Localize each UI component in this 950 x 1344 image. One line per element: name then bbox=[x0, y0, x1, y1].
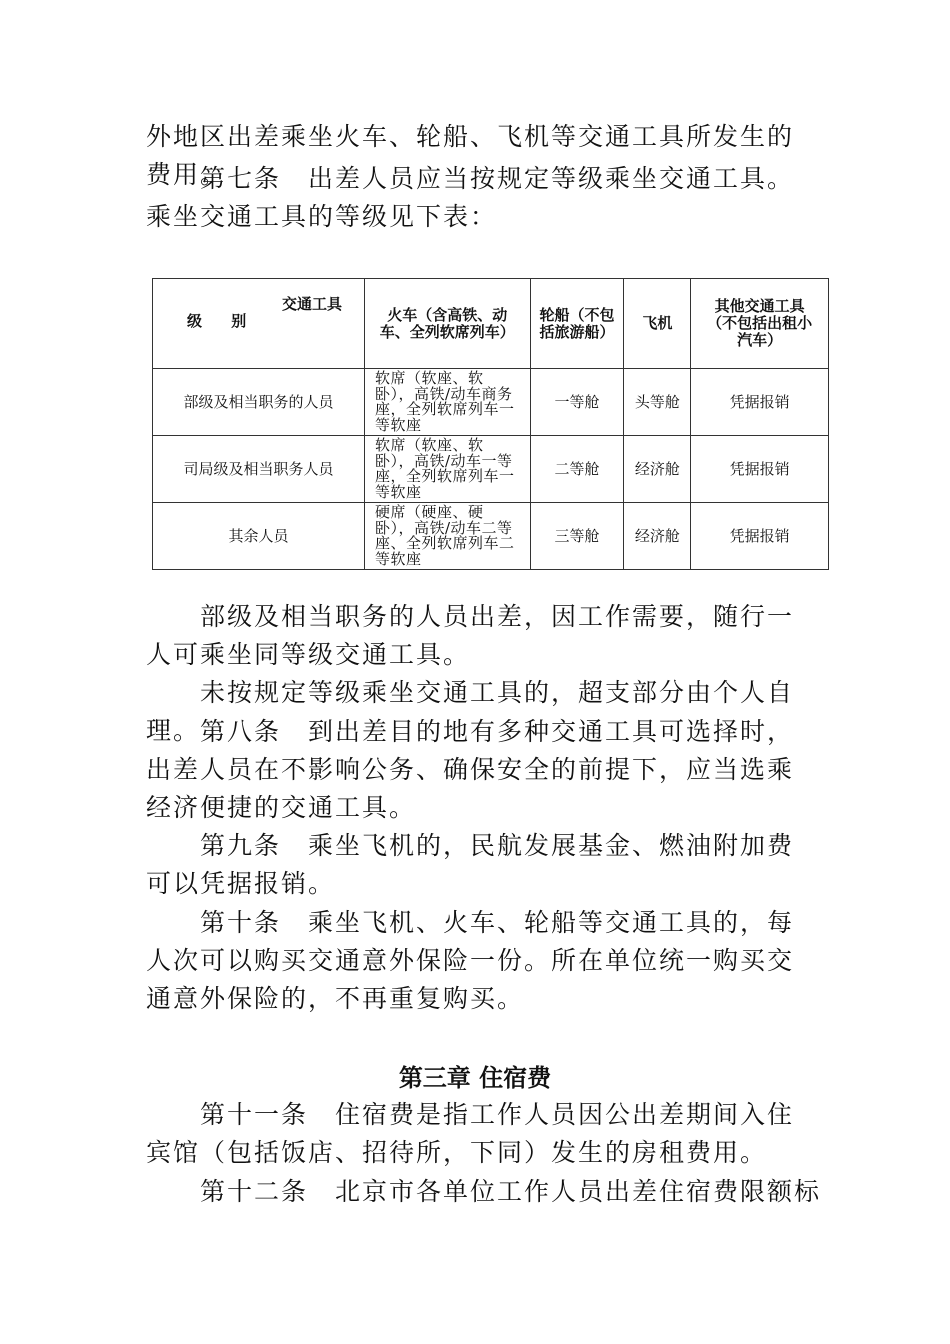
cell-level: 其余人员 bbox=[153, 503, 365, 570]
corner-label-level: 级 别 bbox=[187, 312, 259, 330]
cell-train: 硬席（硬座、硬卧），高铁/动车二等座、全列软席列车二等软座 bbox=[365, 503, 531, 570]
table-corner-cell bbox=[153, 279, 365, 369]
header-ship: 轮船（不包括旅游船） bbox=[530, 279, 624, 369]
table-row bbox=[153, 503, 829, 570]
paragraph-overspend: 未按规定等级乘坐交通工具的，超支部分由个人自理。 bbox=[146, 678, 795, 745]
table-header-row bbox=[153, 279, 829, 369]
cell-plane: 经济舱 bbox=[624, 503, 691, 570]
cell-ship: 三等舱 bbox=[530, 503, 624, 570]
table-row bbox=[153, 369, 829, 436]
header-other: 其他交通工具（不包括出租小汽车） bbox=[691, 279, 829, 369]
paragraph-accompany: 部级及相当职务的人员出差，因工作需要，随行一人可乘坐同等级交通工具。 bbox=[146, 602, 795, 669]
paragraph-article-9: 第九条 乘坐飞机的，民航发展基金、燃油附加费可以凭据报销。 bbox=[146, 831, 795, 898]
transport-class-table bbox=[152, 278, 829, 570]
cell-train: 软席（软座、软卧），高铁/动车一等座，全列软席列车一等软座 bbox=[365, 436, 531, 503]
cell-ship: 二等舱 bbox=[530, 436, 624, 503]
cell-level: 部级及相当职务的人员 bbox=[153, 369, 365, 436]
cell-other: 凭据报销 bbox=[691, 369, 829, 436]
cell-plane: 头等舱 bbox=[624, 369, 691, 436]
cell-ship: 一等舱 bbox=[530, 369, 624, 436]
cell-level: 司局级及相当职务人员 bbox=[153, 436, 365, 503]
chapter-heading: 第三章 住宿费 bbox=[398, 1064, 552, 1092]
corner-label-transport: 交通工具 bbox=[281, 295, 342, 313]
header-train: 火车（含高铁、动车、全列软席列车） bbox=[365, 279, 531, 369]
table-row bbox=[153, 436, 829, 503]
paragraph-article-8: 第八条 到出差目的地有多种交通工具可选择时，出差人员在不影响公务、确保安全的前提下，应当选乘经济便捷的交通工具。 bbox=[146, 717, 795, 822]
paragraph-article-10: 第十条 乘坐飞机、火车、轮船等交通工具的，每人次可以购买交通意外保险一份。所在单位统一购买交通意外保险的，不再重复购买。 bbox=[146, 908, 795, 1013]
cell-train: 软席（软座、软卧），高铁/动车商务座，全列软席列车一等软座 bbox=[365, 369, 531, 436]
paragraph-article-11: 第十一条 住宿费是指工作人员因公出差期间入住宾馆（包括饭店、招待所，下同）发生的房租费用。 bbox=[146, 1100, 795, 1167]
cell-plane: 经济舱 bbox=[624, 436, 691, 503]
paragraph-article-7: 第七条 出差人员应当按规定等级乘坐交通工具。乘坐交通工具的等级见下表： bbox=[146, 164, 795, 231]
paragraph-fee-scope: 外地区出差乘坐火车、轮船、飞机等交通工具所发生的费用。 bbox=[146, 122, 795, 189]
cell-other: 凭据报销 bbox=[691, 436, 829, 503]
paragraph-article-12: 第十二条 北京市各单位工作人员出差住宿费限额标 bbox=[200, 1177, 822, 1206]
header-plane: 飞机 bbox=[624, 279, 691, 369]
cell-other: 凭据报销 bbox=[691, 503, 829, 570]
